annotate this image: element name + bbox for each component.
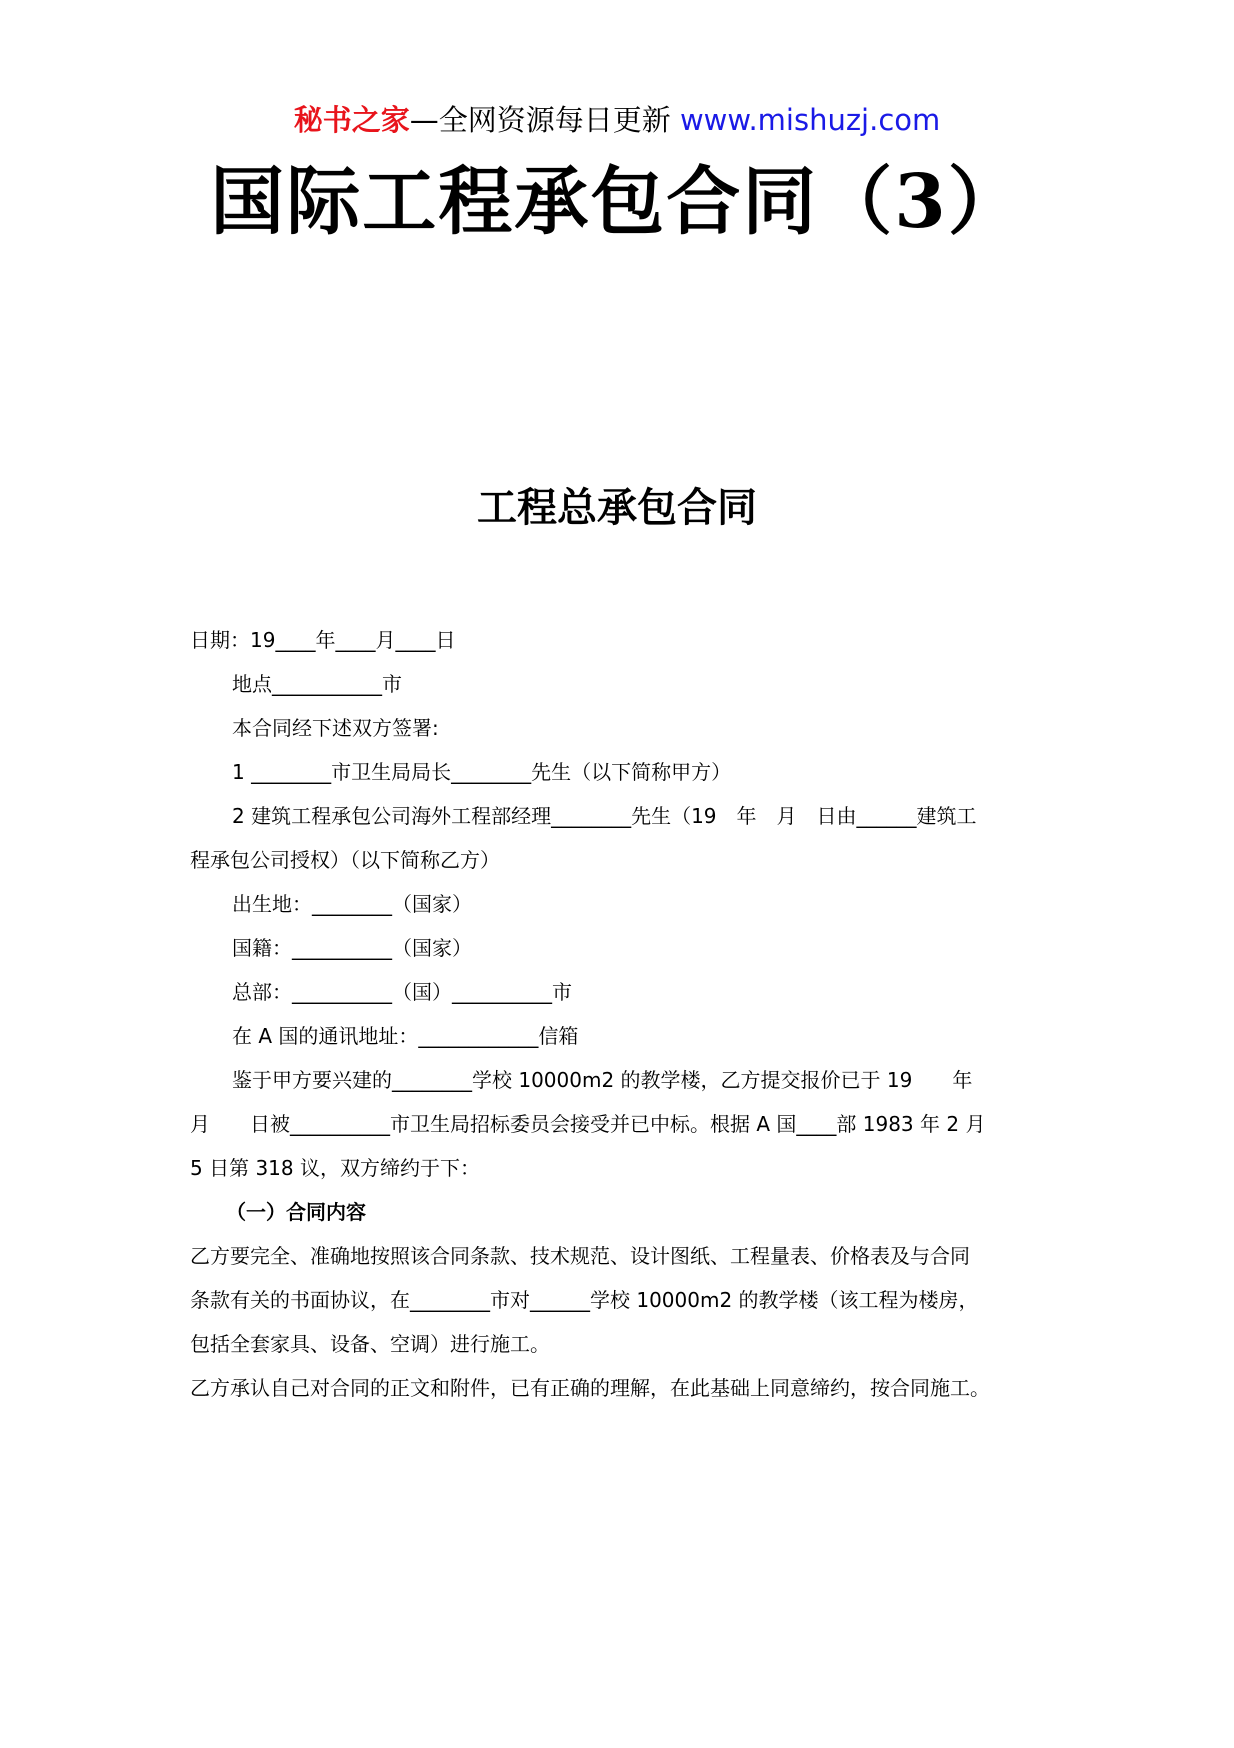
preamble-line-3: 5 日第 318 议，双方缔约于下： <box>190 1156 480 1180</box>
site-url-link[interactable]: www.mishuzj.com <box>679 103 941 137</box>
contract-title: 工程总承包合同 <box>477 484 757 531</box>
content-line-2: 条款有关的书面协议，在________市对______学校 10000m2 的教学楼（该工程为楼房， <box>190 1288 979 1312</box>
party-a-line: 1 ________市卫生局局长________先生（以下简称甲方） <box>232 760 732 784</box>
site-header <box>0 100 1234 140</box>
party-b-line: 2 建筑工程承包公司海外工程部经理________先生（19 年 月 日由______建筑工 <box>232 804 977 828</box>
content-line-1: 乙方要完全、准确地按照该合同条款、技术规范、设计图纸、工程量表、价格表及与合同 <box>190 1244 970 1268</box>
content-line-4: 乙方承认自己对合同的正文和附件，已有正确的理解，在此基础上同意缔约，按合同施工。 <box>190 1376 990 1400</box>
date-line: 日期：19____年____月____日 <box>190 628 456 652</box>
preamble-line-2: 月 日被__________市卫生局招标委员会接受并已中标。根据 A 国____部 1983 年 2 月 <box>190 1112 986 1136</box>
signing-line: 本合同经下述双方签署: <box>232 716 439 740</box>
nationality-line: 国籍：__________（国家） <box>232 936 472 960</box>
headquarters-line: 总部：__________（国）__________市 <box>232 980 572 1004</box>
header-slogan: —全网资源每日更新 <box>409 103 671 137</box>
party-b-line-cont: 程承包公司授权）（以下简称乙方） <box>190 848 500 872</box>
birthplace-line: 出生地：________（国家） <box>232 892 472 916</box>
preamble-line-1: 鉴于甲方要兴建的________学校 10000m2 的教学楼，乙方提交报价已于 19 年 <box>232 1068 973 1092</box>
address-line: 在 A 国的通讯地址：____________信箱 <box>232 1024 579 1048</box>
content-line-3: 包括全套家具、设备、空调）进行施工。 <box>190 1332 550 1356</box>
document-title: 国际工程承包合同（3） <box>210 159 1024 245</box>
brand-name: 秘书之家 <box>293 103 410 137</box>
place-line: 地点___________市 <box>232 672 402 696</box>
section-heading: （一）合同内容 <box>226 1200 366 1224</box>
